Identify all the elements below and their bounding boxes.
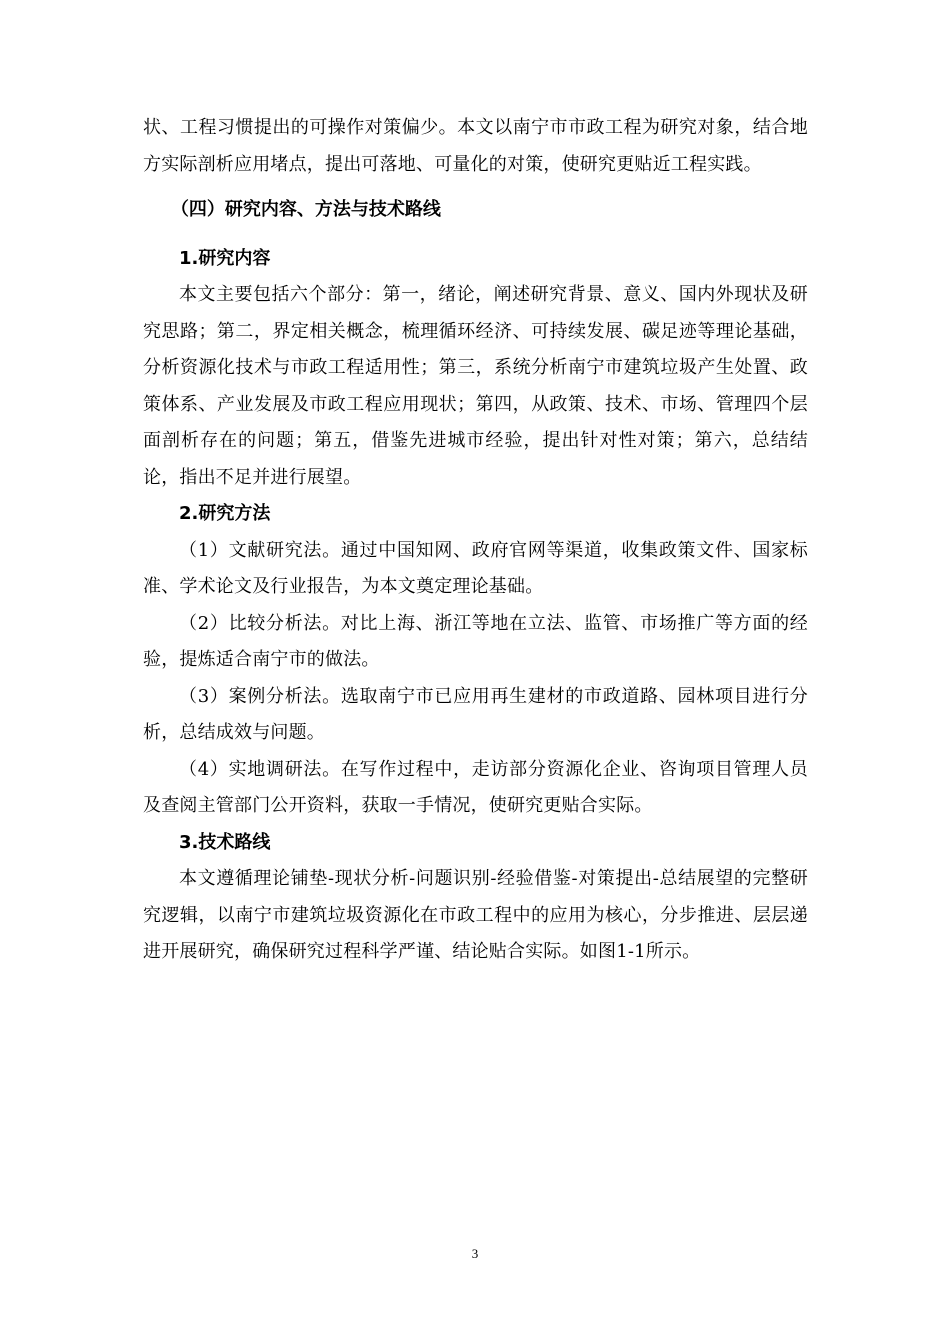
page-number: 3 [471,1246,479,1261]
page-body [143,110,808,971]
subheading-technical-route: 3.技术路线 [179,831,271,853]
technical-route-paragraph: 本文遵循理论铺垫-现状分析-问题识别-经验借鉴-对策提出-总结展望的完整研究逻辑，以南宁市建筑垃圾资源化在市政工程中的应用为核心，分步推进、层层递进开展研究，确保研究过程科学严谨、结论贴合实际。如图1-1所示。 [143,868,808,962]
subheading-research-content: 1.研究内容 [179,247,271,269]
method-literature-paragraph: （1）文献研究法。通过中国知网、政府官网等渠道，收集政策文件、国家标准、学术论文及行业报告，为本文奠定理论基础。 [143,539,808,597]
research-content-paragraph: 本文主要包括六个部分：第一，绪论，阐述研究背景、意义、国内外现状及研究思路；第二，界定相关概念，梳理循环经济、可持续发展、碳足迹等理论基础，分析资源化技术与市政工程适用性；第三，系统分析南宁市建筑垃圾产生处置、政策体系、产业发展及市政工程应用现状；第四，从政策、技术、市场、管理四个层面剖析存在的问题；第五，借鉴先进城市经验，提出针对性对策；第六，总结结论，指出不足并进行展望。 [143,284,808,488]
method-comparison-paragraph: （2）比较分析法。对比上海、浙江等地在立法、监管、市场推广等方面的经验，提炼适合南宁市的做法。 [143,612,808,670]
intro-continuation-paragraph: 状、工程习惯提出的可操作对策偏少。本文以南宁市市政工程为研究对象，结合地方实际剖析应用堵点，提出可落地、可量化的对策，使研究更贴近工程实践。 [143,117,808,175]
subheading-research-methods: 2.研究方法 [179,503,271,524]
section-heading-research-content: （四）研究内容、方法与技术路线 [170,199,441,220]
method-case-study-paragraph: （3）案例分析法。选取南宁市已应用再生建材的市政道路、园林项目进行分析，总结成效与问题。 [143,685,808,743]
method-field-research-paragraph: （4）实地调研法。在写作过程中，走访部分资源化企业、咨询项目管理人员及查阅主管部门公开资料，获取一手情况，使研究更贴合实际。 [143,758,808,816]
